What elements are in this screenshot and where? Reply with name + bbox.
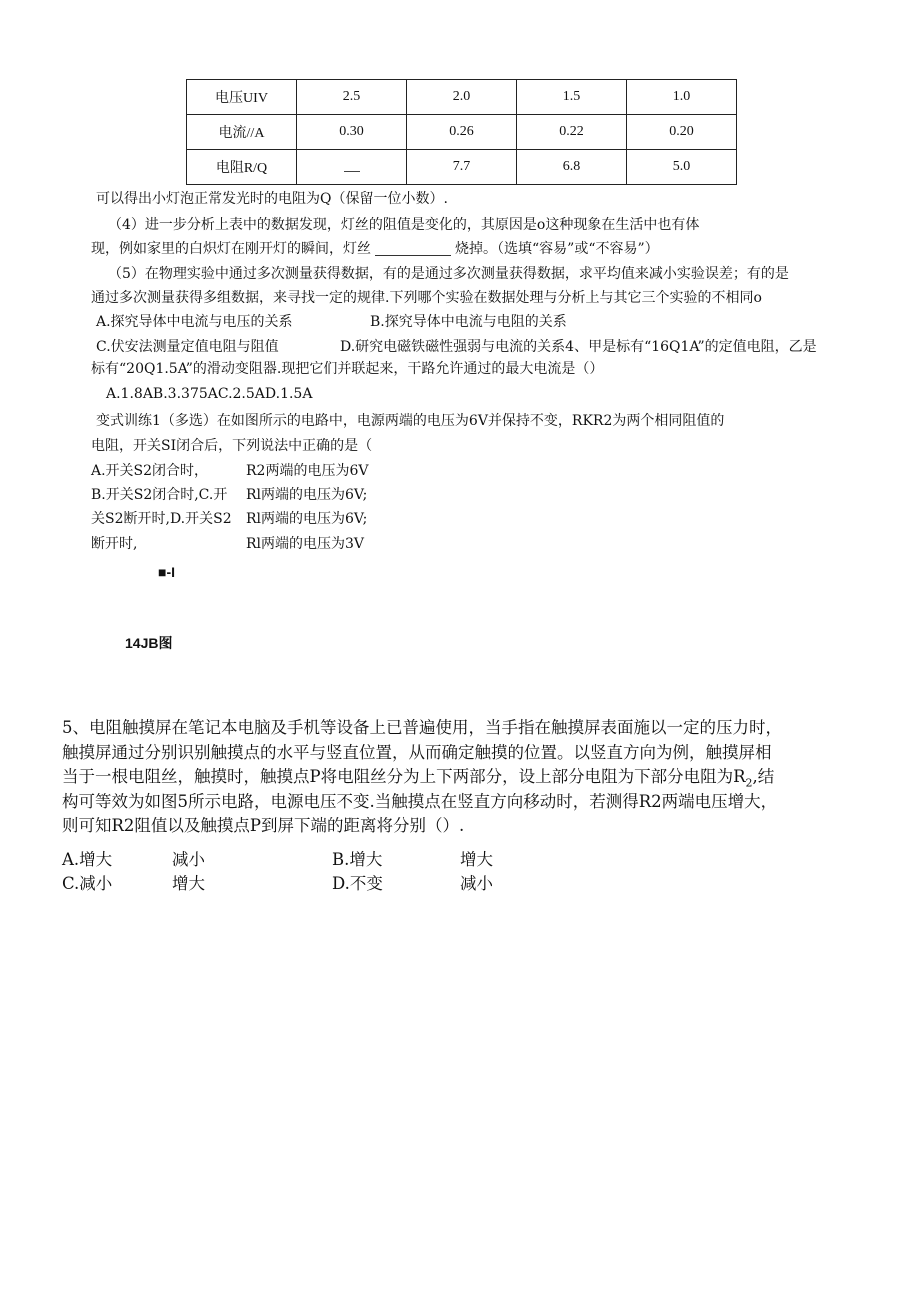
statement-b-right: Rl两端的电压为6V;: [246, 487, 368, 503]
statement-a-right: R2两端的电压为6V: [246, 463, 369, 479]
q5-option-a: A.增大: [62, 850, 113, 869]
q5-line: 5、电阻触摸屏在笔记本电脑及手机等设备上已普遍使用，当手指在触摸屏表面施以一定的压力时，: [62, 718, 782, 737]
statement-c-right: Rl两端的电压为6V;: [246, 511, 368, 527]
text-line: 可以得出小灯泡正常发光时的电阻为Q（保留一位小数）.: [96, 191, 448, 207]
table-cell: 0.30: [297, 115, 407, 150]
statement-d-right: Rl两端的电压为3V: [246, 536, 365, 552]
table-row-current: [187, 115, 737, 150]
table-cell: 1.5: [517, 80, 627, 115]
text-segment: 烧掉。（选填“容易”或“不容易”）: [455, 241, 659, 257]
statement-b-left: B.开关S2闭合时,C.开: [91, 487, 228, 503]
text-line: 变式训练1（多选）在如图所示的电路中，电源两端的电压为6V并保持不变，RKR2为两个相同阻值的: [96, 413, 725, 429]
text-line: （5）在物理实验中通过多次测量获得数据，有的是通过多次测量获得数据，求平均值来减小实验误差；有的是: [108, 266, 789, 282]
q5-option-c-value: 增大: [172, 874, 205, 893]
option-a: A.探究导体中电流与电压的关系: [96, 314, 293, 330]
table-row-voltage: [187, 80, 737, 115]
q5-option-b-value: 增大: [460, 850, 493, 869]
q5-option-d-value: 减小: [460, 874, 493, 893]
answer-options: A.1.8AB.3.375AC.2.5AD.1.5A: [106, 386, 313, 402]
q5-option-a-value: 减小: [172, 850, 205, 869]
text-line: （4）进一步分析上表中的数据发现，灯丝的阻值是变化的，其原因是o这种现象在生活中也有体: [108, 217, 700, 233]
text-line-with-blank: [91, 240, 659, 258]
q5-line: 触摸屏通过分别识别触摸点的水平与竖直位置，从而确定触摸的位置。以竖直方向为例，触摸屏相: [62, 743, 772, 762]
row-label: 电流//A: [187, 115, 297, 150]
text-segment: 当于一根电阻丝，触摸时，触摸点P将电阻丝分为上下两部分，设上部分电阻为下部分电阻为R: [62, 767, 746, 786]
statement-a-left: A.开关S2闭合时，: [91, 463, 209, 479]
table-cell: 7.7: [407, 150, 517, 185]
table-cell: 0.22: [517, 115, 627, 150]
option-d: D.研究电磁铁磁性强弱与电流的关系4、甲是标有“16Q1A”的定值电阻，乙是: [340, 339, 817, 355]
statement-c-left: 关S2断开时,D.开关S2: [91, 511, 232, 527]
statement-d-left: 断开时,: [91, 536, 138, 552]
q5-line: 则可知R2阻值以及触摸点P到屏下端的距离将分别（）.: [62, 816, 465, 835]
q5-option-d: D.不变: [332, 874, 383, 893]
text-line: 标有“20Q1.5A”的滑动变阻器.现把它们并联起来，干路允许通过的最大电流是（）: [91, 361, 604, 377]
table-cell: 0.26: [407, 115, 517, 150]
q5-line: 构可等效为如图5所示电路，电源电压不变.当触摸点在竖直方向移动时，若测得R2两端电压增大，: [62, 792, 778, 811]
table-cell: 2.5: [297, 80, 407, 115]
text-line: 电阻，开关SI闭合后，下列说法中正确的是（: [91, 438, 373, 454]
table-row-resistance: [187, 150, 737, 185]
text-line: 通过多次测量获得多组数据，来寻找一定的规律.下列哪个实验在数据处理与分析上与其它三个实验的不相同o: [91, 290, 762, 306]
q5-option-c: C.减小: [62, 874, 113, 893]
figure-caption: 14JB图: [125, 635, 173, 651]
table-cell: 5.0: [627, 150, 737, 185]
subscript: 2: [745, 776, 753, 790]
text-segment: ,结: [752, 767, 775, 786]
table-cell-blank: [297, 150, 407, 185]
row-label: 电压UIV: [187, 80, 297, 115]
option-c: C.伏安法测量定值电阻与阻值: [96, 339, 279, 355]
text-segment: 现，例如家里的白炽灯在刚开灯的瞬间，灯丝: [91, 241, 371, 257]
table-cell: 2.0: [407, 80, 517, 115]
figure-mark: ■-I: [158, 564, 176, 580]
blank-dash: [344, 161, 360, 172]
row-label: 电阻R/Q: [187, 150, 297, 185]
fill-blank: [375, 241, 451, 256]
table-cell: 6.8: [517, 150, 627, 185]
measurement-table: [186, 79, 737, 185]
q5-option-b: B.增大: [332, 850, 383, 869]
option-b: B.探究导体中电流与电阻的关系: [370, 314, 567, 330]
table-cell: 1.0: [627, 80, 737, 115]
table-cell: 0.20: [627, 115, 737, 150]
